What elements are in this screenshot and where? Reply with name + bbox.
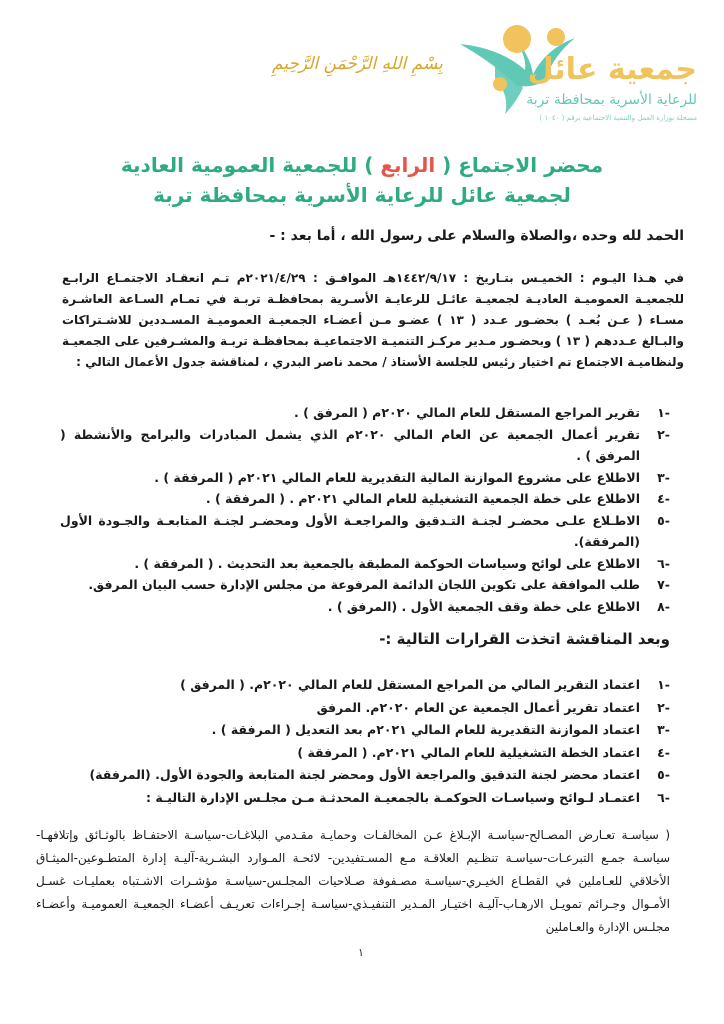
item-number: -٣ — [657, 469, 670, 485]
agenda-item — [60, 424, 670, 467]
greeting: الحمد لله وحده ،والصلاة والسلام على رسول الله ، أما بعد : - — [269, 228, 684, 244]
item-number: -٦ — [657, 789, 670, 805]
agenda-item — [60, 402, 670, 424]
item-number: -٦ — [657, 555, 670, 571]
logo-registration: مسجلة بوزارة العمل والتنمية الاجتماعية برقم ( ١٠٤٠ ) — [539, 114, 697, 122]
decision-item — [60, 787, 670, 810]
item-number: -١ — [657, 405, 670, 420]
decision-item — [60, 719, 670, 742]
agenda-item — [60, 553, 670, 575]
item-text: الاطـلاع علـى محضـر لجنـة التـدقيق والمراجعـة الأول ومحضـر لجنـة المتابعـة والجـودة الأول (المرفقة). — [60, 512, 640, 549]
item-number: -٣ — [657, 722, 670, 737]
decision-item — [60, 742, 670, 765]
item-number: -٧ — [657, 577, 670, 592]
item-text: اعتماد الموازنة التقديرية للعام المالي ٢٠٢١م بعد التعديل ( المرفقة ) . — [211, 722, 640, 737]
item-number: -٨ — [657, 598, 670, 614]
item-number: -١ — [657, 677, 670, 692]
page-number: ١ — [358, 946, 364, 959]
item-number: -٢ — [657, 699, 670, 715]
decisions-list — [60, 674, 670, 809]
item-text: اعتماد الخطة التشغيلية للعام المالي ٢٠٢١م. ( المرفقة ) — [297, 744, 640, 760]
item-number: -٤ — [657, 491, 670, 506]
decision-item — [60, 674, 670, 697]
item-number: -٢ — [657, 426, 670, 442]
title-line-2: لجمعية عائل للرعاية الأسرية بمحافظة تربة — [153, 183, 571, 207]
agenda-item — [60, 574, 670, 596]
item-text: تقرير أعمال الجمعية عن العام المالي ٢٠٢٠م الذي يشمل المبادرات والبرامج والأنشطة ( المرفق ) . — [60, 426, 640, 463]
item-text: الاطلاع على لوائح وسياسات الحوكمة المطبقة بالجمعية بعد التحديث . ( المرفقة ) . — [134, 555, 640, 571]
basmala: بِسْمِ اللهِ الرَّحْمَنِ الرَّحِيمِ — [272, 54, 443, 74]
agenda-item — [60, 467, 670, 489]
decision-item — [60, 764, 670, 787]
agenda-item — [60, 510, 670, 553]
item-number: -٥ — [657, 512, 670, 528]
policies-paragraph: ( سياسـة تعـارض المصـالح-سياسـة الإبـلاغ عـن المخالفـات وحمايـة مقـدمي البلاغـات-سياسـة الاحتفـاظ بالوثـائق وإتلافهـا-سياسـة جمـع التبرعـات-سياسـة تنظـيم العلاقـة مـع المسـتفيدين- لائحـة المـوارد البشـرية-آليـة إدارة المتطـوعين-الميثـاق الأخلاقي للعـاملين في القطـاع الخيـري-سياسـة مصـفوفة صـلاحيات المجلـس-سياسـة مؤشـرات الاشـتباه بعمليـات غسـل الأمـوال وجـرائم تمويـل الارهـاب-آليـة اختيـار المـدير التنفيـذي-سياسـة إجـراءات تعريـف أعضـاء الجمعيـة العموميـة وأعضـاء مجلـس الإدارة والعـاملين — [36, 828, 670, 934]
association-logo — [455, 8, 717, 124]
item-text: الاطلاع على خطة وقف الجمعية الأول . (المرفق ) . — [327, 598, 640, 614]
meeting-number: الرابع — [380, 153, 436, 177]
item-text: اعتماد تقرير أعمال الجمعية عن العام ٢٠٢٠م. المرفق — [316, 699, 640, 715]
document-title — [0, 150, 724, 210]
item-number: -٤ — [657, 744, 670, 760]
decisions-heading: وبعد المناقشة اتخذت القرارات التالية :- — [379, 630, 670, 648]
item-text: اعتمـاد لـوائح وسياسـات الحوكمـة بالجمعيـة المحدثـة مـن مجلـس الإدارة التاليـة : — [146, 789, 640, 805]
logo-subtitle: للرعاية الأسرية بمحافظة تربة — [526, 92, 697, 108]
item-text: اعتماد التقرير المالي من المراجع المستقل للعام المالي ٢٠٢٠م. ( المرفق ) — [180, 677, 640, 692]
item-text: الاطلاع على مشروع الموازنة المالية التقديرية للعام المالي ٢٠٢١م ( المرفقة ) . — [154, 469, 640, 485]
agenda-list — [60, 402, 670, 617]
title-prefix: محضر الاجتماع ( — [442, 153, 604, 177]
item-text: تقرير المراجع المستقل للعام المالي ٢٠٢٠م ( المرفق ) . — [294, 405, 640, 420]
item-text: اعتماد محضر لجنة التدقيق والمراجعة الأول ومحضر لجنة المتابعة والجودة الأول. (المرفقة) — [89, 767, 640, 782]
item-text: طلب الموافقة على تكوين اللجان الدائمة المرفوعة من مجلس الإدارة حسب البيان المرفق. — [88, 577, 640, 592]
item-number: -٥ — [657, 767, 670, 782]
agenda-item — [60, 488, 670, 510]
logo-name: جمعية عائل — [527, 52, 697, 87]
title-suffix: ) للجمعية العمومية العادية — [120, 153, 374, 177]
title-line-1 — [0, 150, 724, 180]
decision-item — [60, 697, 670, 720]
agenda-item — [60, 596, 670, 618]
intro-paragraph: في هـذا اليـوم : الخميـس بتـاريخ : ١٤٤٢/٩/١٧هـ الموافـق : ٢٠٢١/٤/٢٩م تـم انعقـاد الاجتمـاع الرابـع للجمعيـة العموميـة العاديـة لجمعيـة عائـل للرعايـة الأسـرية بمحافظـة تربـة في تمـام السـاعة العاشـرة مسـاء ( عـن بُعـد ) بحضـور عـدد ( ١٣ ) عضـو مـن أعضـاء الجمعيـة العموميـة المسـددين للاشـتراكات والبـالغ عـددهم ( ١٣ ) وبحضـور مـدير مركـز التنميـة الاجتماعيـة بمحافظـة تربـة والمشـرفين على الجمعيـة ولنظاميـة الاجتماع تم اختيار رئيس للجلسة الأستاذ / محمد ناصر البدري ، لمناقشة جدول الأعمال التالي : — [62, 271, 685, 369]
item-text: الاطلاع على خطة الجمعية التشغيلية للعام المالي ٢٠٢١م . ( المرفقة ) . — [205, 491, 640, 506]
